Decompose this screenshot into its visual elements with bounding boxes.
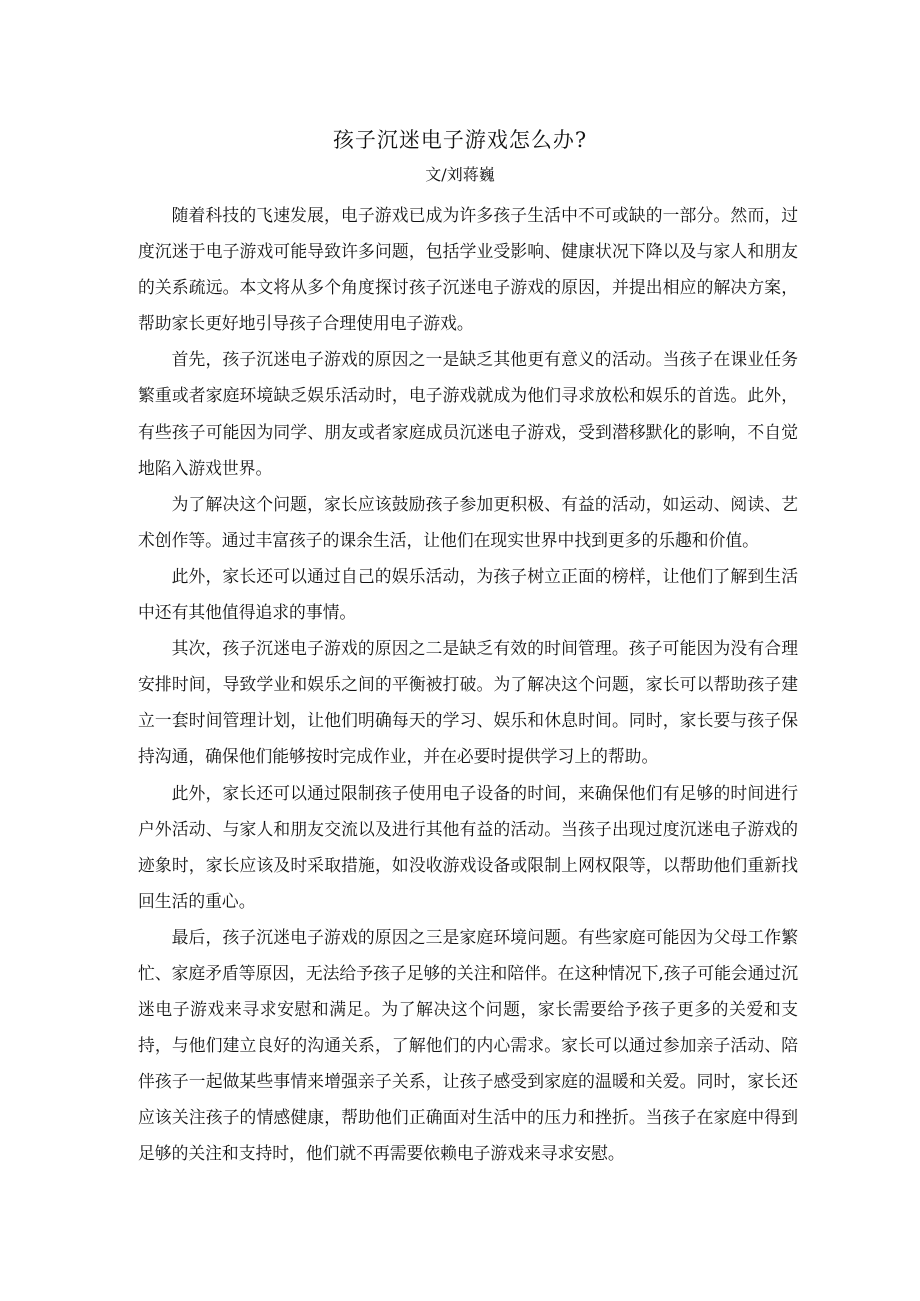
paragraph-intro: 随着科技的飞速发展，电子游戏已成为许多孩子生活中不可或缺的一部分。然而，过度沉迷于电子游戏可能导致许多问题，包括学业受影响、健康状况下降以及与家人和朋友的关系疏远。本文将从多个角度探讨孩子沉迷电子游戏的原因，并提出相应的解决方案，帮助家长更好地引导孩子合理使用电子游戏。 bbox=[138, 205, 798, 334]
paragraph-parent-role-model: 此外，家长还可以通过自己的娱乐活动，为孩子树立正面的榜样，让他们了解到生活中还有其他值得追求的事情。 bbox=[138, 565, 798, 623]
document-author: 文/刘蒋巍 bbox=[425, 165, 495, 184]
paragraph-cause-two: 其次，孩子沉迷电子游戏的原因之二是缺乏有效的时间管理。孩子可能因为没有合理安排时间，导致学业和娱乐之间的平衡被打破。为了解决这个问题，家长可以帮助孩子建立一套时间管理计划，让他们明确每天的学习、娱乐和休息时间。同时，家长要与孩子保持沟通，确保他们能够按时完成作业，并在必要时提供学习上的帮助。 bbox=[138, 638, 798, 767]
paragraph-cause-three: 最后，孩子沉迷电子游戏的原因之三是家庭环境问题。有些家庭可能因为父母工作繁忙、家庭矛盾等原因，无法给予孩子足够的关注和陪伴。在这种情况下,孩子可能会通过沉迷电子游戏来寻求安慰和满足。为了解决这个问题，家长需要给予孩子更多的关爱和支持，与他们建立良好的沟通关系，了解他们的内心需求。家长可以通过参加亲子活动、陪伴孩子一起做某些事情来增强亲子关系，让孩子感受到家庭的温暖和关爱。同时，家长还应该关注孩子的情感健康，帮助他们正确面对生活中的压力和挫折。当孩子在家庭中得到足够的关注和支持时，他们就不再需要依赖电子游戏来寻求安慰。 bbox=[138, 926, 798, 1164]
paragraph-solution-activities: 为了解决这个问题，家长应该鼓励孩子参加更积极、有益的活动，如运动、阅读、艺术创作等。通过丰富孩子的课余生活，让他们在现实世界中找到更多的乐趣和价值。 bbox=[138, 493, 798, 550]
document-body bbox=[138, 197, 798, 1172]
paragraph-cause-one: 首先，孩子沉迷电子游戏的原因之一是缺乏其他更有意义的活动。当孩子在课业任务繁重或者家庭环境缺乏娱乐活动时，电子游戏就成为他们寻求放松和娱乐的首选。此外，有些孩子可能因为同学、朋友或者家庭成员沉迷电子游戏，受到潜移默化的影响，不自觉地陷入游戏世界。 bbox=[138, 349, 798, 478]
paragraph-device-limits: 此外，家长还可以通过限制孩子使用电子设备的时间，来确保他们有足够的时间进行户外活动、与家人和朋友交流以及进行其他有益的活动。当孩子出现过度沉迷电子游戏的迹象时，家长应该及时采取措施，如没收游戏设备或限制上网权限等，以帮助他们重新找回生活的重心。 bbox=[138, 782, 798, 911]
document-title: 孩子沉迷电子游戏怎么办? bbox=[332, 128, 588, 152]
